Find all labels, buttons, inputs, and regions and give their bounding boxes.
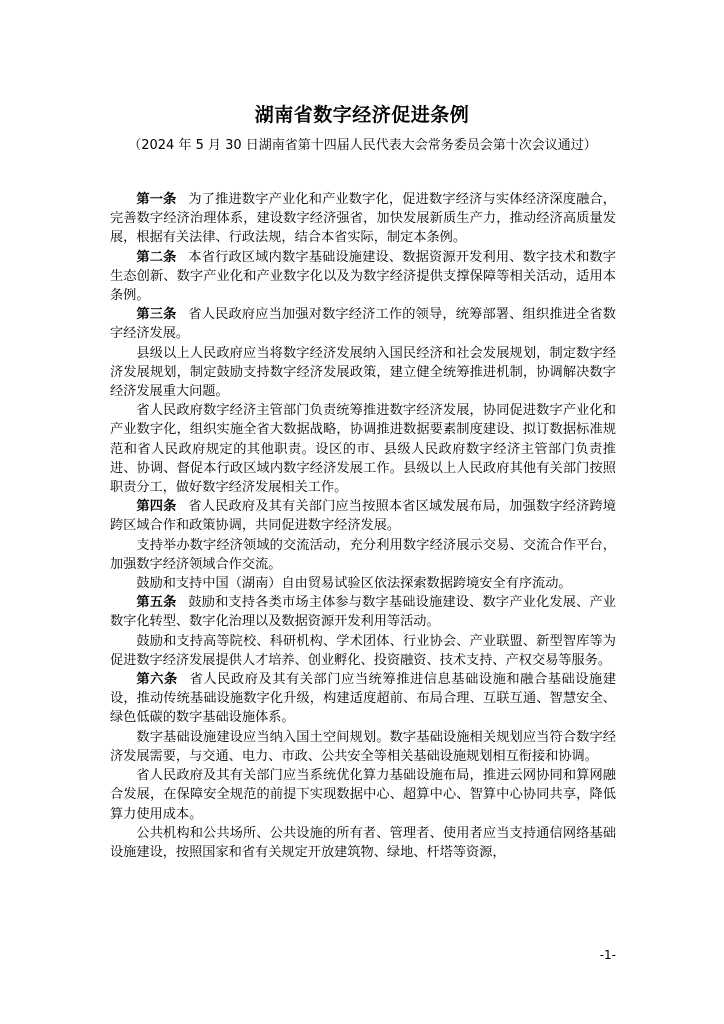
paragraph	[110, 670, 616, 728]
paragraph	[110, 190, 616, 248]
document-subtitle: （2024 年 5 月 30 日湖南省第十四届人民代表大会常务委员会第十次会议通过）	[128, 138, 597, 153]
paragraph-text: 数字基础设施建设应当纳入国土空间规划。数字基础设施相关规划应当符合数字经济发展需要，与交通、电力、市政、公共安全等相关基础设施规划相互衔接和协调。	[110, 729, 616, 764]
paragraph	[110, 824, 616, 862]
paragraph	[110, 344, 616, 402]
paragraph-text: 省人民政府数字经济主管部门负责统筹推进数字经济发展，协同促进数字产业化和产业数字化，组织实施全省大数据战略，协调推进数据要素制度建设、拟订数据标准规范和省人民政府规定的其他职责。设区的市、县级人民政府数字经济主管部门负责推进、协调、督促本行政区域内数字经济发展工作。县级以上人民政府其他有关部门按照职责分工，做好数字经济发展相关工作。	[110, 403, 616, 496]
paragraph-text: 鼓励和支持各类市场主体参与数字基础设施建设、数字产业化发展、产业数字化转型、数字化治理以及数据资源开发利用等活动。	[110, 595, 616, 630]
paragraph-text: 鼓励和支持高等院校、科研机构、学术团体、行业协会、产业联盟、新型智库等为促进数字经济发展提供人才培养、创业孵化、投资融资、技术支持、产权交易等服务。	[110, 633, 616, 668]
article-number: 第五条	[136, 595, 177, 611]
paragraph	[110, 401, 616, 497]
paragraph	[110, 574, 616, 593]
paragraph	[110, 766, 616, 824]
document-body	[110, 190, 616, 862]
paragraph-text: 公共机构和公共场所、公共设施的所有者、管理者、使用者应当支持通信网络基础设施建设，按照国家和省有关规定开放建筑物、绿地、杆塔等资源，	[110, 825, 616, 860]
paragraph	[110, 632, 616, 670]
paragraph	[110, 536, 616, 574]
article-number: 第四条	[136, 499, 177, 515]
paragraph	[110, 305, 616, 343]
paragraph	[110, 248, 616, 306]
paragraph-text: 省人民政府及其有关部门应当按照本省区域发展布局，加强数字经济跨境跨区域合作和政策协调，共同促进数字经济发展。	[110, 499, 616, 534]
article-number: 第一条	[136, 192, 177, 207]
paragraph-text: 省人民政府及其有关部门应当系统优化算力基础设施布局，推进云网协同和算网融合发展，在保障安全规范的前提下实现数据中心、超算中心、智算中心协同共享，降低算力使用成本。	[110, 768, 616, 822]
paragraph-text: 省人民政府应当加强对数字经济工作的领导，统筹部署、组织推进全省数字经济发展。	[110, 307, 616, 342]
article-number: 第六条	[136, 672, 178, 688]
paragraph-text: 为了推进数字产业化和产业数字化，促进数字经济与实体经济深度融合，完善数字经济治理体系，建设数字经济强省，加快发展新质生产力，推动经济高质量发展，根据有关法律、行政法规，结合本省实际，制定本条例。	[110, 192, 616, 246]
article-number: 第三条	[136, 307, 177, 323]
paragraph-text: 本省行政区域内数字基础设施建设、数据资源开发利用、数字技术和数字生态创新、数字产业化和产业数字化以及为数字经济提供支撑保障等相关活动，适用本条例。	[110, 249, 616, 304]
paragraph-text: 鼓励和支持中国（湖南）自由贸易试验区依法探索数据跨境安全有序流动。	[136, 576, 572, 592]
paragraph	[110, 593, 616, 631]
paragraph	[110, 497, 616, 535]
paragraph-text: 县级以上人民政府应当将数字经济发展纳入国民经济和社会发展规划，制定数字经济发展规划，制定鼓励支持数字经济发展政策，建立健全统筹推进机制，协调解决数字经济发展重大问题。	[110, 345, 616, 400]
article-number: 第二条	[136, 249, 177, 265]
document-title: 湖南省数字经济促进条例	[254, 104, 470, 126]
paragraph-text: 支持举办数字经济领域的交流活动，充分利用数字经济展示交易、交流合作平台，加强数字经济领域合作交流。	[110, 537, 616, 572]
paragraph	[110, 728, 616, 766]
paragraph-text: 省人民政府及其有关部门应当统筹推进信息基础设施和融合基础设施建设，推动传统基础设施数字化升级，构建适度超前、布局合理、互联互通、智慧安全、绿色低碳的数字基础设施体系。	[110, 672, 617, 726]
page-number: -1-	[599, 948, 616, 962]
